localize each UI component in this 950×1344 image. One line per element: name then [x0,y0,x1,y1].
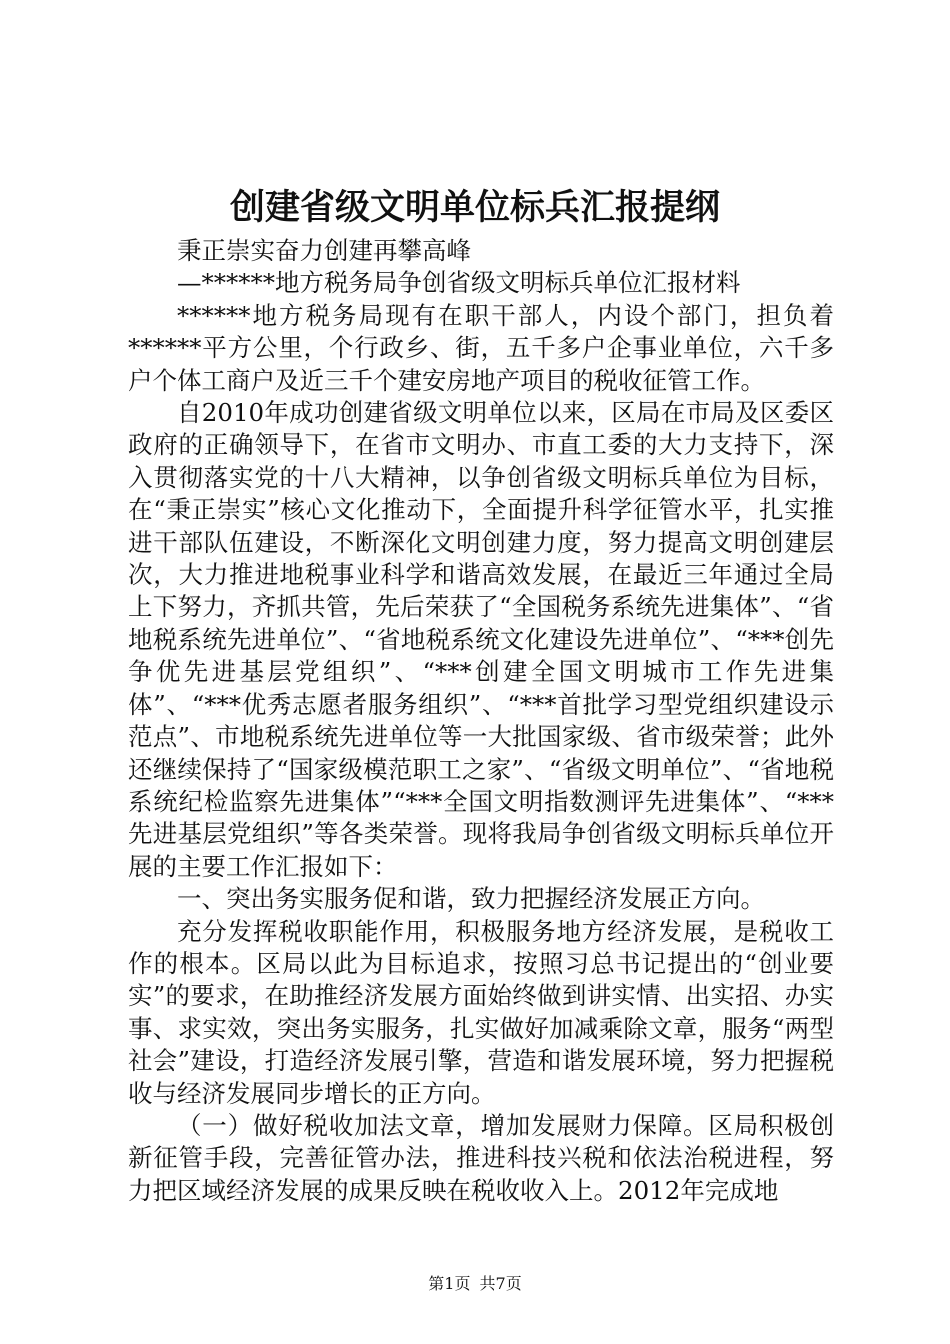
paragraph-subsection-1: （一）做好税收加法文章，增加发展财力保障。区局积极创新征管手段，完善征管办法，推进科技兴税和依法治税进程，努力把区域经济发展的成果反映在税收收入上。2012年完成地 [128,1110,834,1205]
section-heading-1: 一、突出务实服务促和谐，致力把握经济发展正方向。 [177,884,765,914]
subtitle-slogan: 秉正崇实奋力创建再攀高峰 [177,236,471,265]
document-body [128,235,834,1207]
page-number: 第1页 [428,1274,471,1293]
paragraph-section-1: 充分发挥税收职能作用，积极服务地方经济发展，是税收工作的根本。区局以此为目标追求，按照习总书记提出的“创业要实”的要求，在助推经济发展方面始终做到讲实情、出实招、办实事、求实效，突出务实服务，扎实做好加减乘除文章，服务“两型社会”建设，打造经济发展引擎，营造和谐发展环境，努力把握税收与经济发展同步增长的正方向。 [128,916,834,1108]
paragraph-achievements: 自2010年成功创建省级文明单位以来，区局在市局及区委区政府的正确领导下，在省市文明办、市直工委的大力支持下，深入贯彻落实党的十八大精神，以争创省级文明标兵单位为目标，在“秉正崇实”核心文化推动下，全面提升科学征管水平，扎实推进干部队伍建设，不断深化文明创建力度，努力提高文明创建层次，大力推进地税事业科学和谐高效发展，在最近三年通过全局上下努力，齐抓共管，先后荣获了“全国税务系统先进集体”、“省地税系统先进单位”、“省地税系统文化建设先进单位”、“***创先争优先进基层党组织”、“***创建全国文明城市工作先进集体”、“***优秀志愿者服务组织”、“***首批学习型党组织建设示范点”、市地税系统先进单位等一大批国家级、省市级荣誉；此外还继续保持了“国家级模范职工之家”、“省级文明单位”、“省地税系统纪检监察先进集体”“***全国文明指数测评先进集体”、“***先进基层党组织”等各类荣誉。现将我局争创省级文明标兵单位开展的主要工作汇报如下： [128,398,834,881]
document-title: 创建省级文明单位标兵汇报提纲 [229,188,720,228]
subtitle-report: —******地方税务局争创省级文明标兵单位汇报材料 [177,268,741,298]
page-total: 共7页 [479,1274,522,1293]
page-footer [0,1274,950,1294]
paragraph-intro: ******地方税务局现有在职干部人，内设个部门，担负着******平方公里，个行政乡、街，五千多户企事业单位，六千多户个体工商户及近三千个建安房地产项目的税收征管工作。 [128,300,834,395]
